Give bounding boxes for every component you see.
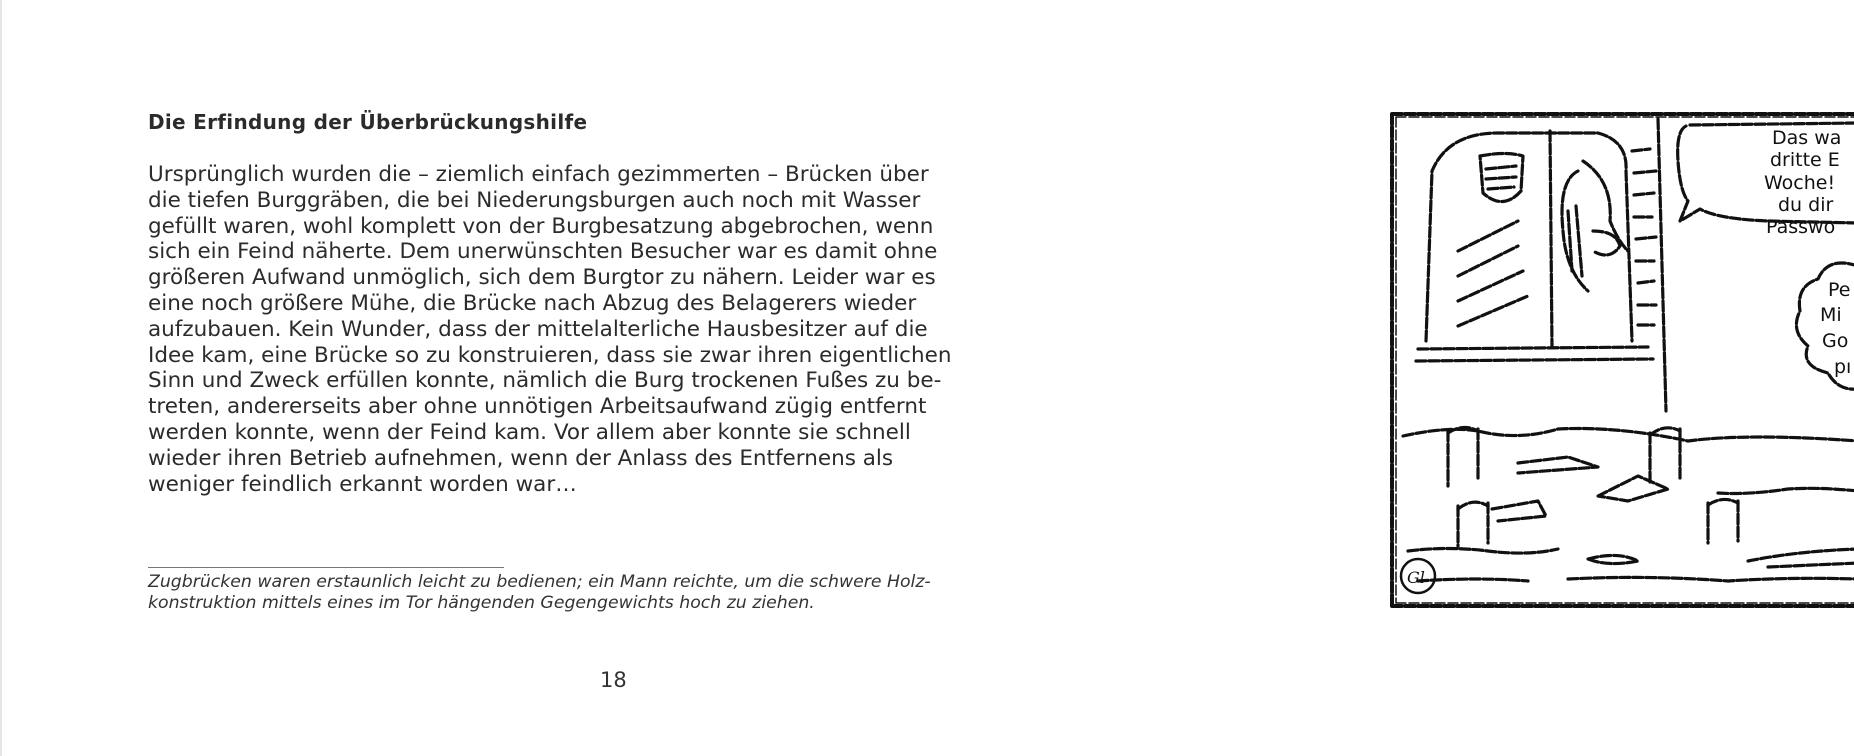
bubble-line: pı xyxy=(1834,356,1852,378)
paragraph-line: werden konnte, wenn der Feind kam. Vor allem aber konnte sie schnell xyxy=(148,419,911,445)
paragraph-line: treten, andererseits aber ohne unnötigen Arbeitsaufwand zügig entfernt xyxy=(148,394,927,420)
paragraph-line: Ursprünglich wurden die – ziemlich einfach gezimmerten – Brücken über xyxy=(148,162,929,187)
bubble-line: Das wa xyxy=(1772,127,1842,149)
paragraph-line: Idee kam, eine Brücke so zu konstruieren, dass sie zwar ihren eigentlichen xyxy=(148,342,952,368)
cartoon-illustration xyxy=(1388,111,1854,609)
footnote-divider xyxy=(148,567,504,568)
footnote-line: konstruktion mittels eines im Tor hängenden Gegengewichts hoch zu ziehen. xyxy=(148,592,815,613)
paragraph-line: eine noch größere Mühe, die Brücke nach Abzug des Belagerers wieder xyxy=(148,290,917,316)
paragraph-line: gefüllt waren, wohl komplett von der Burgbesatzung abgebrochen, wenn xyxy=(148,213,934,239)
body-paragraph xyxy=(148,162,1088,497)
page-edge xyxy=(0,0,2,756)
paragraph-line: aufzubauen. Kein Wunder, dass der mittelalterliche Hausbesitzer auf die xyxy=(148,316,928,342)
speech-bubble-text xyxy=(1764,127,1841,238)
bubble-line: Pe xyxy=(1828,279,1851,301)
section-heading: Die Erfindung der Überbrückungshilfe xyxy=(148,110,588,134)
paragraph-line: die tiefen Burggräben, die bei Niederungsburgen auch noch mit Wasser xyxy=(148,187,921,213)
bubble-line: Passwo xyxy=(1766,216,1836,238)
paragraph-line: Sinn und Zweck erfüllen konnte, nämlich die Burg trockenen Fußes zu be- xyxy=(148,368,942,394)
artist-signature: Gl xyxy=(1407,568,1425,587)
page-number: 18 xyxy=(600,668,627,692)
bubble-line: Woche! xyxy=(1764,172,1836,194)
bubble-line: Go xyxy=(1822,330,1849,352)
paragraph-line: größeren Aufwand unmöglich, sich dem Burgtor zu nähern. Leider war es xyxy=(148,265,936,291)
paragraph-line: weniger feindlich erkannt worden war… xyxy=(148,471,577,497)
cartoon-drawing xyxy=(1388,111,1854,609)
bubble-line: dritte E xyxy=(1770,149,1840,171)
paragraph-line: sich ein Feind näherte. Dem unerwünschten Besucher war es damit ohne xyxy=(148,239,938,265)
footnote xyxy=(148,572,1088,613)
thought-bubble-text xyxy=(1820,279,1851,378)
paragraph-line: wieder ihren Betrieb aufnehmen, wenn der Anlass des Entfernens als xyxy=(148,445,894,471)
footnote-line: Zugbrücken waren erstaunlich leicht zu bedienen; ein Mann reichte, um die schwere Holz- xyxy=(148,572,931,592)
bubble-line: du dir xyxy=(1778,194,1834,216)
bubble-line: Mi xyxy=(1820,304,1842,326)
